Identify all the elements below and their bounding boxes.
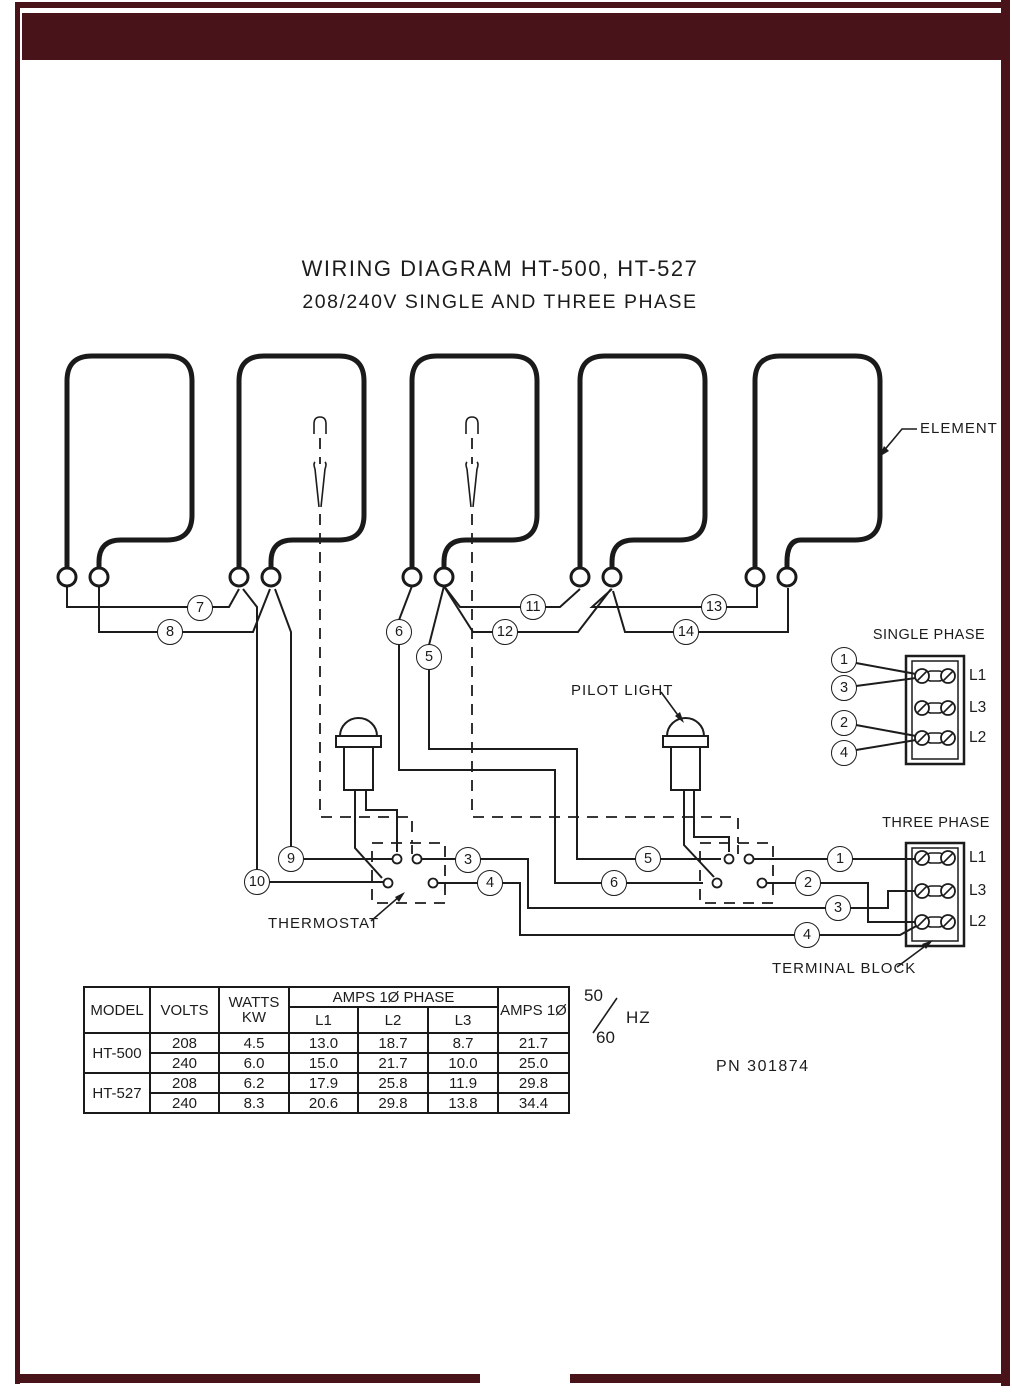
wire-number-5a: 5 (416, 644, 442, 670)
single-phase-block (906, 656, 964, 764)
table-row (84, 1093, 569, 1113)
capillary-bulbs (314, 417, 478, 507)
wire-number-6a: 6 (386, 619, 412, 645)
pilot-flange (663, 736, 708, 747)
wire-number-9: 9 (278, 846, 304, 872)
table-row (84, 1073, 569, 1093)
header-row-1 (84, 987, 569, 1007)
wire-number-3a: 3 (455, 847, 481, 873)
spec-table (83, 986, 570, 1114)
col-header-l2: L2 (358, 1007, 428, 1033)
cell-volts: 208 (150, 1073, 219, 1093)
sp-port-l3: L3 (969, 699, 987, 716)
sp-port-l2: L2 (969, 729, 987, 746)
frequency-bottom: 60 (596, 1028, 615, 1047)
pilot-dome (667, 718, 704, 736)
cell-l2: 21.7 (358, 1053, 428, 1073)
col-header-watts (219, 987, 289, 1033)
pilot-light-label: PILOT LIGHT (571, 682, 674, 699)
col-header-l3: L3 (428, 1007, 498, 1033)
col-header-model: MODEL (84, 987, 150, 1033)
cell-l3: 13.8 (428, 1093, 498, 1113)
thermostat-label: THERMOSTAT (268, 915, 380, 932)
cell-kw: 6.2 (219, 1073, 289, 1093)
cell-kw: 8.3 (219, 1093, 289, 1113)
sp-port-l1: L1 (969, 667, 987, 684)
cell-amps1: 29.8 (498, 1073, 569, 1093)
cell-l2: 29.8 (358, 1093, 428, 1113)
part-number: PN 301874 (716, 1058, 810, 1075)
cell-l3: 10.0 (428, 1053, 498, 1073)
sp-wire-number-2: 2 (831, 710, 857, 736)
table-row (84, 1053, 569, 1073)
cell-amps1: 34.4 (498, 1093, 569, 1113)
pilot-light-left (336, 718, 381, 790)
col-header-volts: VOLTS (150, 987, 219, 1033)
cell-kw: 4.5 (219, 1033, 289, 1053)
sp-wire-number-4: 4 (831, 740, 857, 766)
wire-number-10: 10 (244, 869, 270, 895)
wire-number-14: 14 (673, 619, 699, 645)
spec-table-container (83, 986, 570, 1114)
cell-l1: 17.9 (289, 1073, 358, 1093)
sp-wire-number-3: 3 (831, 675, 857, 701)
wire-number-4b: 4 (794, 922, 820, 948)
cell-l1: 13.0 (289, 1033, 358, 1053)
pilot-dome (340, 718, 377, 736)
element-label: ELEMENT (920, 420, 998, 437)
page-subtitle: 208/240V SINGLE AND THREE PHASE (302, 291, 698, 313)
wire-number-4a: 4 (477, 870, 503, 896)
wire-number-7: 7 (187, 595, 213, 621)
pilot-flange (336, 736, 381, 747)
cell-volts: 240 (150, 1053, 219, 1073)
table-row (84, 1033, 569, 1053)
page-title: WIRING DIAGRAM HT-500, HT-527 (301, 256, 699, 281)
element-terminals (58, 568, 796, 586)
tp-port-l2: L2 (969, 913, 987, 930)
cell-l3: 11.9 (428, 1073, 498, 1093)
cell-l1: 15.0 (289, 1053, 358, 1073)
cell-model: HT-500 (84, 1033, 150, 1073)
col-header-l1: L1 (289, 1007, 358, 1033)
col-header-amps-phase: AMPS 1Ø PHASE (289, 987, 498, 1007)
watts-line2: KW (241, 1009, 267, 1026)
thermostat-left-dashed-box (372, 843, 445, 903)
cell-amps1: 21.7 (498, 1033, 569, 1053)
frequency-top: 50 (584, 986, 603, 1005)
wire-number-3b: 3 (825, 895, 851, 921)
tp-port-l1: L1 (969, 849, 987, 866)
cell-l1: 20.6 (289, 1093, 358, 1113)
wire-number-5b: 5 (635, 846, 661, 872)
element-loops (67, 356, 880, 568)
tp-port-l3: L3 (969, 882, 987, 899)
cell-l2: 25.8 (358, 1073, 428, 1093)
col-header-amps-single: AMPS 1Ø (498, 987, 569, 1033)
cell-model: HT-527 (84, 1073, 150, 1113)
wire-number-11: 11 (520, 594, 546, 620)
pilot-body (671, 747, 700, 790)
wire-number-1: 1 (827, 846, 853, 872)
terminal-block-label: TERMINAL BLOCK (772, 960, 917, 977)
cell-l3: 8.7 (428, 1033, 498, 1053)
cell-kw: 6.0 (219, 1053, 289, 1073)
three-phase-block (906, 843, 964, 946)
wire-number-8: 8 (157, 619, 183, 645)
single-phase-title: SINGLE PHASE (872, 627, 986, 643)
three-phase-title: THREE PHASE (882, 815, 990, 831)
frequency-unit: HZ (626, 1008, 651, 1027)
pilot-body (344, 747, 373, 790)
watts-line1: WATTS (228, 994, 280, 1011)
cell-l2: 18.7 (358, 1033, 428, 1053)
cell-amps1: 25.0 (498, 1053, 569, 1073)
wire-number-12: 12 (492, 619, 518, 645)
cell-volts: 208 (150, 1033, 219, 1053)
pilot-light-right (663, 718, 708, 790)
cell-volts: 240 (150, 1093, 219, 1113)
wire-number-13: 13 (701, 594, 727, 620)
sp-wire-number-1: 1 (831, 647, 857, 673)
wire-number-6b: 6 (601, 870, 627, 896)
wire-number-2: 2 (795, 870, 821, 896)
